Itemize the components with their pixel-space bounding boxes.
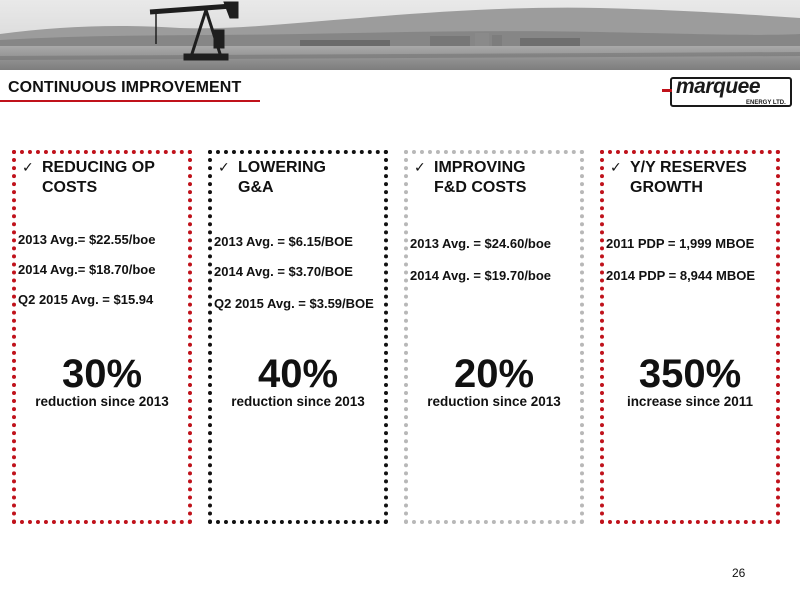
checkmark-icon: ✓ (610, 160, 622, 176)
card-big-percentage: 350% (638, 352, 742, 396)
card-stat: Q2 2015 Avg. = $15.94 (18, 292, 154, 307)
title-underline (0, 100, 260, 102)
card-caption: reduction since 2013 (427, 394, 561, 409)
card-stat: 2014 Avg. = $19.70/boe (410, 268, 552, 283)
card-heading-line1: Y/Y RESERVES (630, 159, 747, 176)
card-stat: 2014 PDP = 8,944 MBOE (606, 268, 755, 283)
landscape-image (0, 0, 800, 70)
card-big-percentage: 30% (61, 352, 143, 396)
card-big-percentage: 40% (257, 352, 339, 396)
card-improving-fd-costs (404, 150, 584, 524)
card-stat: 2013 Avg. = $24.60/boe (410, 236, 552, 251)
card-caption: reduction since 2013 (35, 394, 169, 409)
card-reducing-op-costs (12, 150, 192, 524)
page-number: 26 (732, 566, 746, 580)
card-heading (414, 158, 582, 198)
logo-wordmark: marquee (676, 75, 761, 98)
card-reserves-growth (600, 150, 780, 524)
card-stat: 2014 Avg. = $3.70/BOE (214, 264, 353, 279)
card-caption: increase since 2011 (626, 394, 754, 409)
card-lowering-ga (208, 150, 388, 524)
card-caption: reduction since 2013 (231, 394, 365, 409)
logo-accent (662, 89, 672, 92)
card-stat: 2013 Avg. = $6.15/BOE (214, 234, 353, 249)
card-stat: 2014 Avg.= $18.70/boe (18, 262, 156, 277)
card-heading-line1: REDUCING OP (42, 159, 155, 176)
logo-subtitle: ENERGY LTD. (746, 100, 786, 106)
header-photo-banner (0, 0, 800, 70)
checkmark-icon: ✓ (218, 160, 230, 176)
card-heading (218, 158, 386, 198)
card-heading (610, 158, 778, 198)
page-title: CONTINUOUS IMPROVEMENT (8, 79, 242, 96)
card-heading-line2: COSTS (42, 179, 98, 196)
card-heading-line2: GROWTH (630, 179, 703, 196)
card-stat: 2013 Avg.= $22.55/boe (18, 232, 156, 247)
card-heading-line2: G&A (238, 179, 274, 196)
company-logo (658, 75, 792, 111)
card-heading-line2: F&D COSTS (434, 179, 527, 196)
card-stat: Q2 2015 Avg. = $3.59/BOE (214, 296, 374, 311)
card-stat: 2011 PDP = 1,999 MBOE (606, 236, 755, 251)
title-bar (0, 70, 800, 110)
checkmark-icon: ✓ (22, 160, 34, 176)
card-big-percentage: 20% (453, 352, 535, 396)
card-heading (22, 158, 190, 198)
checkmark-icon: ✓ (414, 160, 426, 176)
card-heading-line1: LOWERING (238, 159, 326, 176)
card-heading-line1: IMPROVING (434, 159, 526, 176)
